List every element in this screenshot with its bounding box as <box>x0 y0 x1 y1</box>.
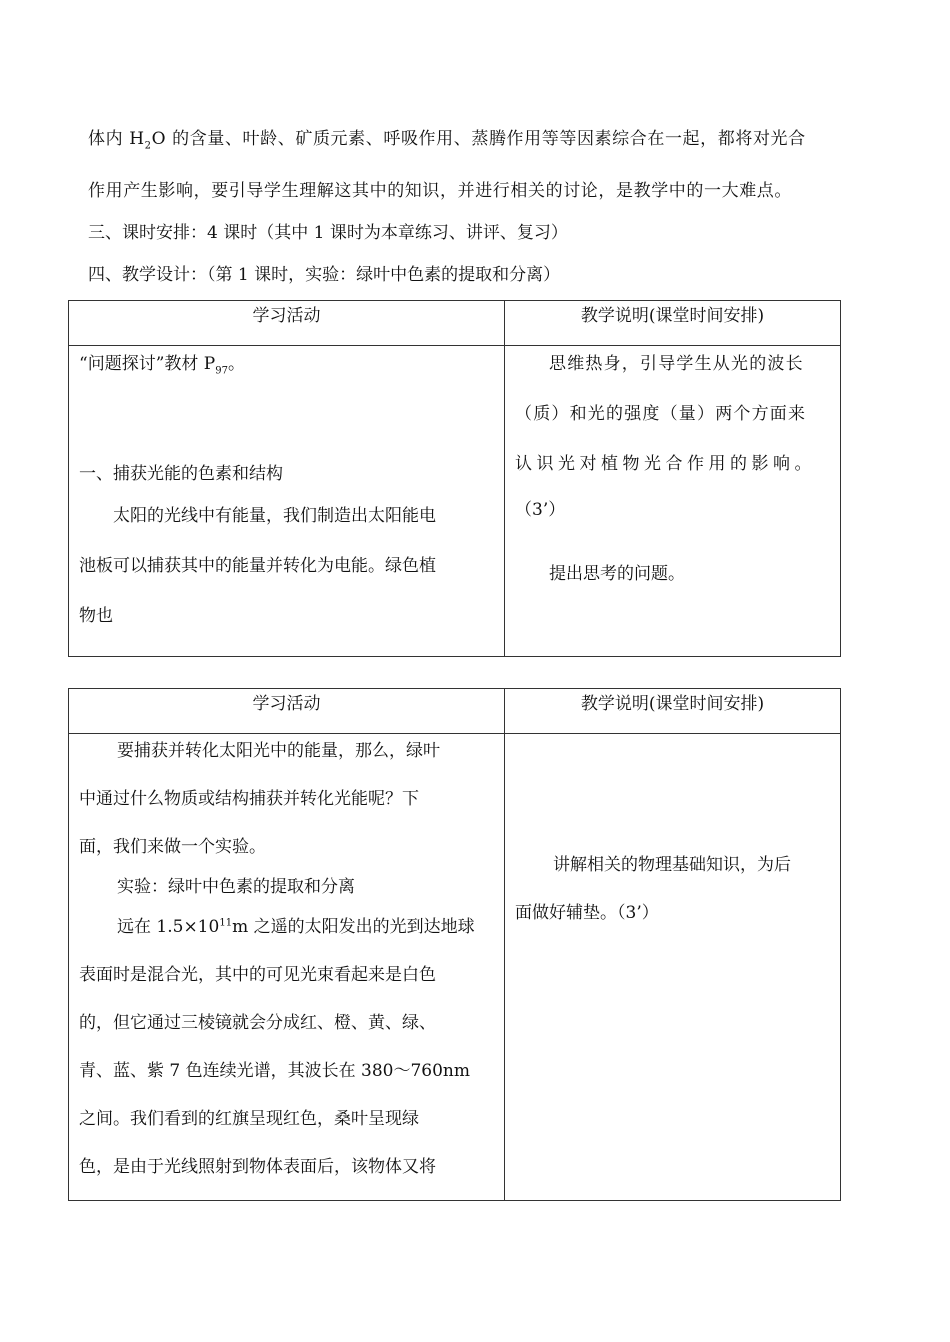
body-line: 太阳的光线中有能量，我们制造出太阳能电 <box>113 506 436 526</box>
section-3-schedule: 三、课时安排：4 课时（其中 1 课时为本章练习、讲评、复习） <box>88 223 568 243</box>
header-activity: 学习活动 <box>69 301 505 346</box>
subscript: 2 <box>144 140 152 152</box>
body-line <box>79 914 496 940</box>
exponent: 11 <box>219 917 233 929</box>
body-line: 中通过什么物质或结构捕获并转化光能呢？下 <box>79 789 419 809</box>
intro-text: 体内 H <box>88 129 145 149</box>
question-text: “问题探讨”教材 P <box>79 354 216 374</box>
body-line: 青、蓝、紫 7 色连续光谱，其波长在 380～760nm <box>79 1061 470 1081</box>
body-line: 要捕获并转化太阳光中的能量，那么，绿叶 <box>117 741 440 761</box>
section-heading: 一、捕获光能的色素和结构 <box>79 464 283 484</box>
note-line: 认识光对植物光合作用的影响。 <box>515 454 816 474</box>
body-line: 的，但它通过三棱镜就会分成红、橙、黄、绿、 <box>79 1013 436 1033</box>
note-line: 讲解相关的物理基础知识，为后 <box>553 855 791 875</box>
section-4-design: 四、教学设计：（第 1 课时，实验：绿叶中色素的提取和分离） <box>88 265 561 285</box>
lesson-table-1 <box>68 300 841 657</box>
intro-line-2: 作用产生影响，要引导学生理解这其中的知识，并进行相关的讨论，是教学中的一大难点。 <box>88 181 792 201</box>
activity-cell <box>69 346 505 657</box>
note-question: 提出思考的问题。 <box>549 564 685 584</box>
body-line: 色，是由于光线照射到物体表面后，该物体又将 <box>79 1157 436 1177</box>
body-line: 之间。我们看到的红旗呈现红色，桑叶呈现绿 <box>79 1109 419 1129</box>
body-line: 面，我们来做一个实验。 <box>79 837 266 857</box>
page-subscript: 97 <box>215 365 228 377</box>
notes-cell <box>505 734 841 1201</box>
note-line: （3’） <box>515 500 566 520</box>
body-text: 远在 1.5×10 <box>117 917 220 937</box>
header-notes: 教学说明(课堂时间安排) <box>505 689 841 734</box>
note-line: 面做好辅垫。（3’） <box>515 903 659 923</box>
intro-text: O 的含量、叶龄、矿质元素、呼吸作用、蒸腾作用等等因素综合在一起，都将对光合 <box>151 129 806 149</box>
experiment-title: 实验：绿叶中色素的提取和分离 <box>117 877 355 897</box>
note-line: 思维热身，引导学生从光的波长 <box>549 354 804 374</box>
body-line: 物也 <box>79 606 113 626</box>
question-text: 。 <box>227 354 245 374</box>
note-line: （质）和光的强度（量）两个方面来 <box>515 404 807 424</box>
intro-line-1 <box>88 124 806 152</box>
header-activity: 学习活动 <box>69 689 505 734</box>
notes-cell <box>505 346 841 657</box>
body-text: m 之遥的太阳发出的光到达地球 <box>232 917 475 937</box>
question-discussion <box>79 352 496 376</box>
lesson-table-2 <box>68 688 841 1201</box>
body-line: 表面时是混合光，其中的可见光束看起来是白色 <box>79 965 436 985</box>
activity-cell <box>69 734 505 1201</box>
header-notes: 教学说明(课堂时间安排) <box>505 301 841 346</box>
body-line: 池板可以捕获其中的能量并转化为电能。绿色植 <box>79 556 436 576</box>
